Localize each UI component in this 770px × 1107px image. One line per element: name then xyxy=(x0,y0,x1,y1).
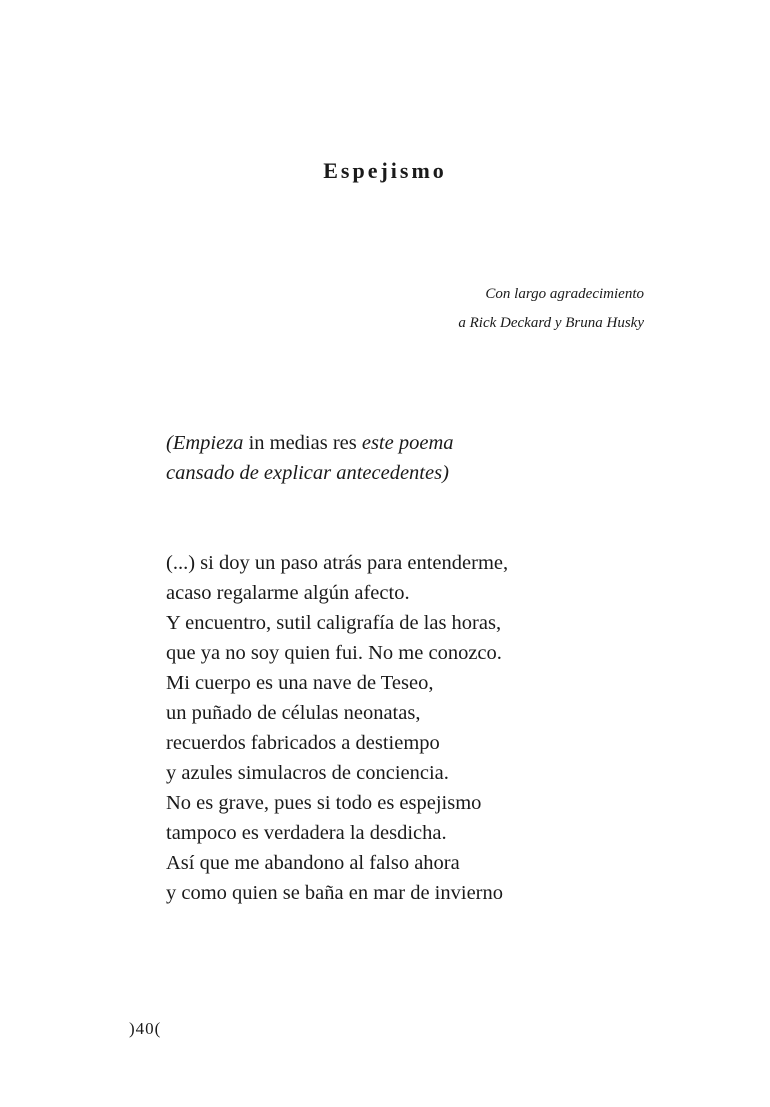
intro-italic-start: (Empieza xyxy=(166,432,244,454)
intro-italic-end: este poema xyxy=(361,432,454,454)
intro-line-2: cansado de explicar antecedentes) xyxy=(166,462,449,484)
dedication-line-2: a Rick Deckard y Bruna Husky xyxy=(458,315,644,331)
poem-line: recuerdos fabricados a destiempo xyxy=(166,732,440,754)
intro-stanza xyxy=(166,428,454,488)
poem-line: y azules simulacros de conciencia. xyxy=(166,762,449,784)
poem-stanza xyxy=(166,548,508,908)
poem-line: Así que me abandono al falso ahora xyxy=(166,852,460,874)
intro-line-1 xyxy=(166,428,454,458)
poem-line: Y encuentro, sutil caligrafía de las horas, xyxy=(166,612,502,634)
poem-line: No es grave, pues si todo es espejismo xyxy=(166,792,482,814)
poem-line: un puñado de células neonatas, xyxy=(166,702,421,724)
poem-line: tampoco es verdadera la desdicha. xyxy=(166,822,447,844)
poem-line: y como quien se baña en mar de invierno xyxy=(166,882,503,904)
intro-roman-phrase: in medias res xyxy=(243,432,362,454)
poem-title: Espejismo xyxy=(323,158,447,183)
page-number: )40( xyxy=(129,1019,162,1038)
poem-line: Mi cuerpo es una nave de Teseo, xyxy=(166,672,434,694)
poem-line: acaso regalarme algún afecto. xyxy=(166,582,410,604)
dedication-line-1: Con largo agradecimiento xyxy=(485,286,644,302)
poem-line: que ya no soy quien fui. No me conozco. xyxy=(166,642,502,664)
poem-line: (...) si doy un paso atrás para entenderme, xyxy=(166,552,509,574)
